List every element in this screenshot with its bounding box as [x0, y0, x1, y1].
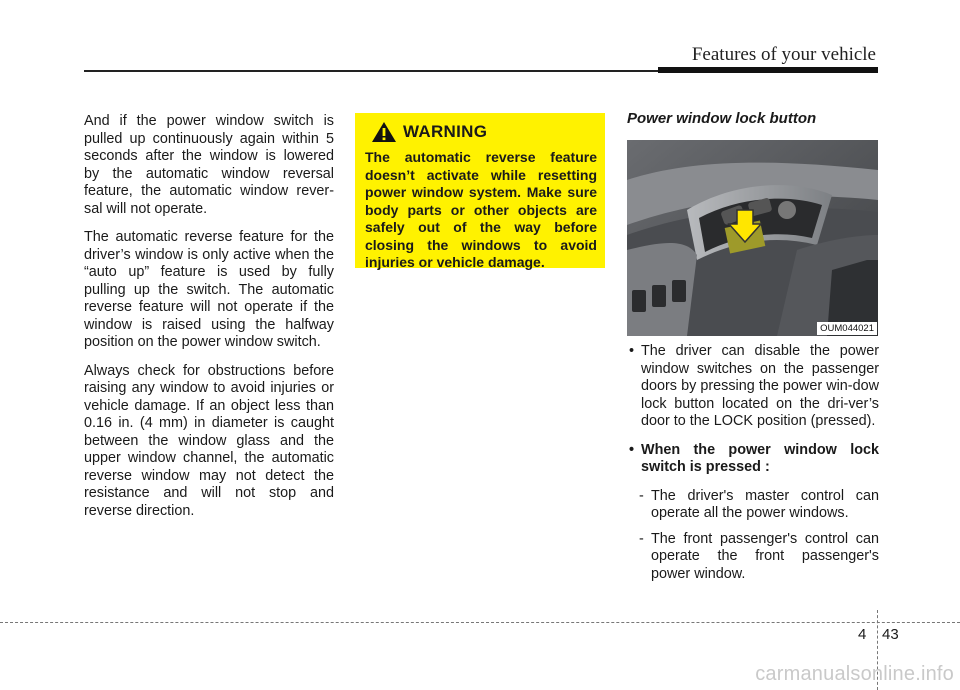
sub-list-item [627, 531, 879, 584]
dash-marker: - [639, 487, 644, 504]
header-rule-accent [658, 67, 878, 73]
bullet-marker: • [629, 343, 635, 359]
paragraph: Always check for obstructions before raising any window to avoid injuries or vehicle damage. If an object less than 0.16 in. (4 mm) in diameter is caught between the window glass and the upper window channel, the automatic reverse window may not detect the resistance and will not stop and reverse direction. [84, 362, 334, 519]
paragraph: And if the power window switch is pulled up continuously again within 5 seconds after the window is lowered by the automatic window reversal feature, the automatic window rever-sal will not operate. [84, 113, 334, 217]
page-number: 43 [882, 626, 899, 643]
paragraph: The automatic reverse feature for the driver’s window is only active when the “auto up” feature is used by fully pulling up the switch. The automatic reverse feature will not operate if the window is raised using the halfway position on the power window switch. [84, 229, 334, 350]
door-panel-illustration [627, 140, 878, 336]
watermark: carmanualsonline.info [755, 663, 954, 685]
right-column [627, 343, 879, 591]
header-title: Features of your vehicle [691, 44, 876, 65]
warning-header [365, 121, 597, 143]
sub-item-text: The front passenger's control can operate the front passenger's power window. [651, 530, 879, 582]
window-lock-photo [627, 140, 878, 336]
left-column [84, 113, 334, 531]
photo-caption: OUM044021 [817, 322, 877, 335]
dash-marker: - [639, 530, 644, 547]
bullet-text: The driver can disable the power window switches on the passenger doors by pressing the power win-dow lock button located on the dri-ver’s door to the LOCK position (pressed). [641, 343, 879, 429]
warning-box [355, 113, 605, 268]
sub-list-item [627, 488, 879, 523]
bullet-marker: • [629, 441, 635, 458]
bullet-item [627, 442, 879, 477]
sub-item-text: The driver's master control can operate all the power windows. [651, 487, 879, 521]
header-rule [84, 70, 660, 72]
warning-text: The automatic reverse feature doesn’t activate while resetting power window system. Make sure body parts or other objects are safely out of the way before closing the windows to avoid injuries or vehicle damage. [365, 149, 597, 270]
section-heading: Power window lock button [627, 110, 817, 127]
bullet-text: When the power window lock switch is pressed : [641, 441, 879, 475]
chapter-number: 4 [858, 626, 867, 643]
warning-title: WARNING [403, 122, 488, 141]
bullet-item [627, 343, 879, 431]
footer-rule [0, 622, 960, 623]
warning-triangle-icon [371, 121, 397, 143]
